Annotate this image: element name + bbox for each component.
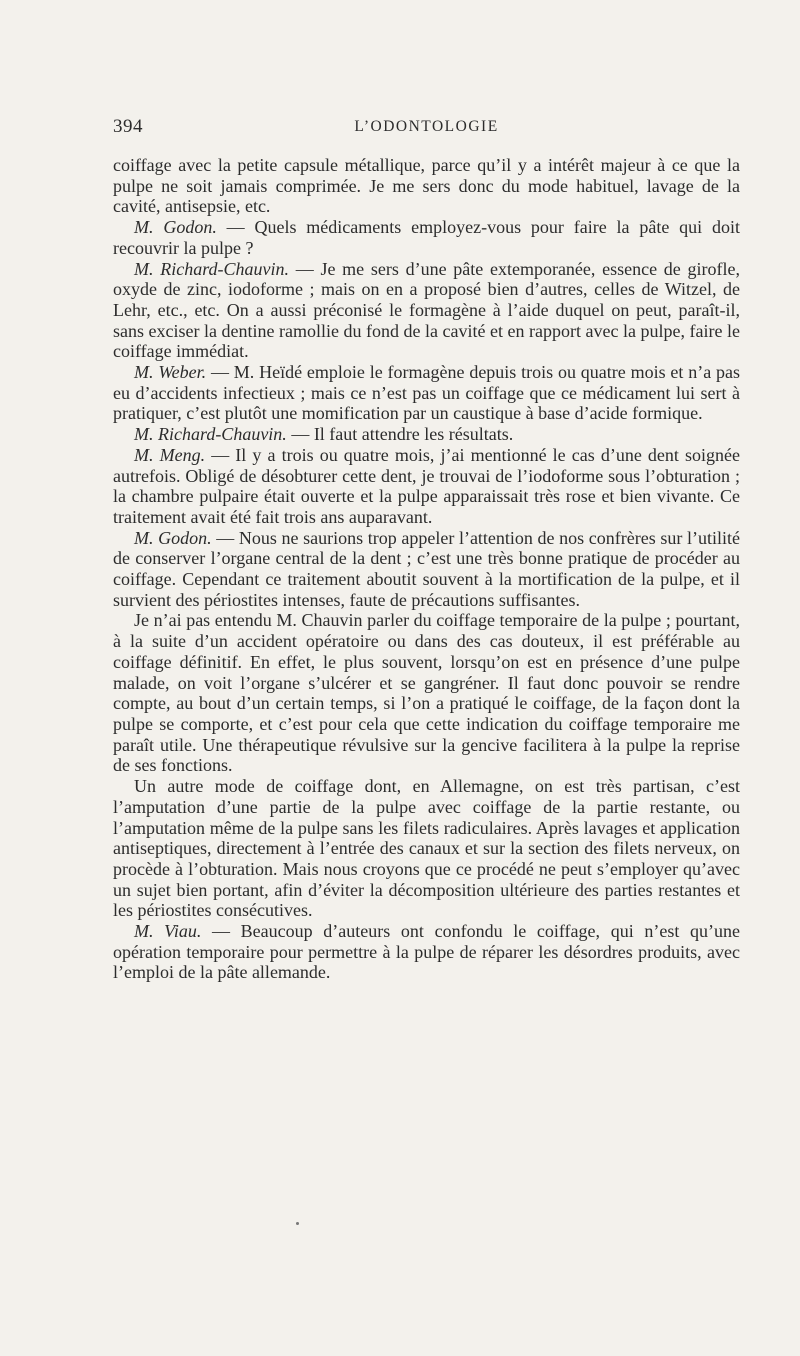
running-title: L’ODONTOLOGIE [354, 118, 499, 135]
paragraph-text: — Beaucoup d’auteurs ont confondu le coiffage, qui n’est qu’une opération temporaire pour permettre à la pulpe de réparer les désordres produits, avec l’emploi de la pâte allemande. [113, 921, 741, 983]
speaker-name: M. Weber. [134, 362, 207, 383]
speaker-name: M. Meng. [134, 444, 206, 465]
paragraph [113, 921, 740, 983]
speaker-name: M. Godon. [134, 527, 212, 548]
paragraph [113, 776, 740, 921]
paragraph-text: coiffage avec la petite capsule métallique, parce qu’il y a intérêt majeur à ce que la pulpe ne soit jamais comprimée. Je me sers donc du mode habituel, lavage de la cavité, antisepsie, etc. [113, 155, 740, 217]
paragraph-text: — Quels médicaments employez-vous pour faire la pâte qui doit recouvrir la pulpe ? [113, 217, 740, 258]
paragraph [113, 217, 740, 258]
paragraph [113, 155, 740, 217]
speaker-name: M. Richard-Chauvin. [134, 424, 287, 445]
paragraph-text: — Nous ne saurions trop appeler l’attention de nos confrères sur l’utilité de conserver l’organe central de la dent ; c’est une très bonne pratique de procéder au coiffage. Cependant ce traitement aboutit souvent à la mortification de la pulpe, et il survient des périostites intenses, faute de précautions suffisantes. [113, 527, 740, 610]
paragraph [113, 362, 740, 424]
page-header [113, 116, 740, 140]
paragraph-text: Un autre mode de coiffage dont, en Allemagne, on est très partisan, c’est l’amputation d’une partie de la pulpe avec coiffage de la partie restante, ou l’amputation même de la pulpe sans les filets radiculaires. Après lavages et application antiseptiques, directement à l’entrée des canaux et sur la section des filets nerveux, on procède à l’obturation. Mais nous croyons que ce procédé ne peut s’employer qu’avec un sujet bien portant, afin d’éviter la décomposition ultérieure des parties restantes et les périostites consécutives. [113, 776, 740, 921]
paragraph-text: Je n’ai pas entendu M. Chauvin parler du coiffage temporaire de la pulpe ; pourtant, à la suite d’un accident opératoire ou dans des cas douteux, il est préférable au coiffage définitif. En effet, le plus souvent, lorsqu’on est en présence d’une pulpe malade, on voit l’organe s’ulcérer et se gangréner. Il faut donc pouvoir se rendre compte, au bout d’un certain temps, si l’on a pratiqué le coiffage, de la façon dont la pulpe se comporte, et c’est pour cela que cette indication du coiffage temporaire me paraît utile. Une thérapeutique révulsive sur la gencive facilitera à la pulpe la reprise de ses fonctions. [113, 610, 740, 776]
paragraph [113, 610, 740, 776]
speaker-name: M. Godon. [134, 217, 217, 238]
body-text [113, 155, 740, 983]
paragraph [113, 259, 740, 363]
paragraph [113, 528, 740, 611]
print-speck [296, 1222, 299, 1225]
paragraph-text: — Il y a trois ou quatre mois, j’ai mentionné le cas d’une dent soignée autrefois. Obligé de désobturer cette dent, je trouvai de l’iodoforme sous l’obturation ; la chambre pulpaire était ouverte et la pulpe apparaissait très rose et bien vivante. Ce traitement avait été fait trois ans auparavant. [113, 444, 740, 527]
paragraph [113, 424, 740, 445]
paragraph-text: — Je me sers d’une pâte extemporanée, essence de girofle, oxyde de zinc, iodoforme ; mais on en a proposé bien d’autres, celles de Witzel, de Lehr, etc., etc. On a aussi préconisé le formagène à l’aide duquel on peut, paraît-il, sans exciser la dentine ramollie du fond de la cavité et en rapport avec la pulpe, faire le coiffage immédiat. [113, 258, 740, 362]
speaker-name: M. Viau. [134, 921, 202, 942]
speaker-name: M. Richard-Chauvin. [134, 258, 290, 279]
paragraph-text: — Il faut attendre les résultats. [286, 424, 514, 445]
paragraph [113, 445, 740, 528]
page-number: 394 [113, 116, 143, 137]
paragraph-text: — M. Heïdé emploie le formagène depuis trois ou quatre mois et n’a pas eu d’accidents infectieux ; mais ce n’est pas un coiffage que ce médicament lui sert à pratiquer, c’est plutôt une momification par un caustique à base d’acide formique. [113, 362, 741, 424]
